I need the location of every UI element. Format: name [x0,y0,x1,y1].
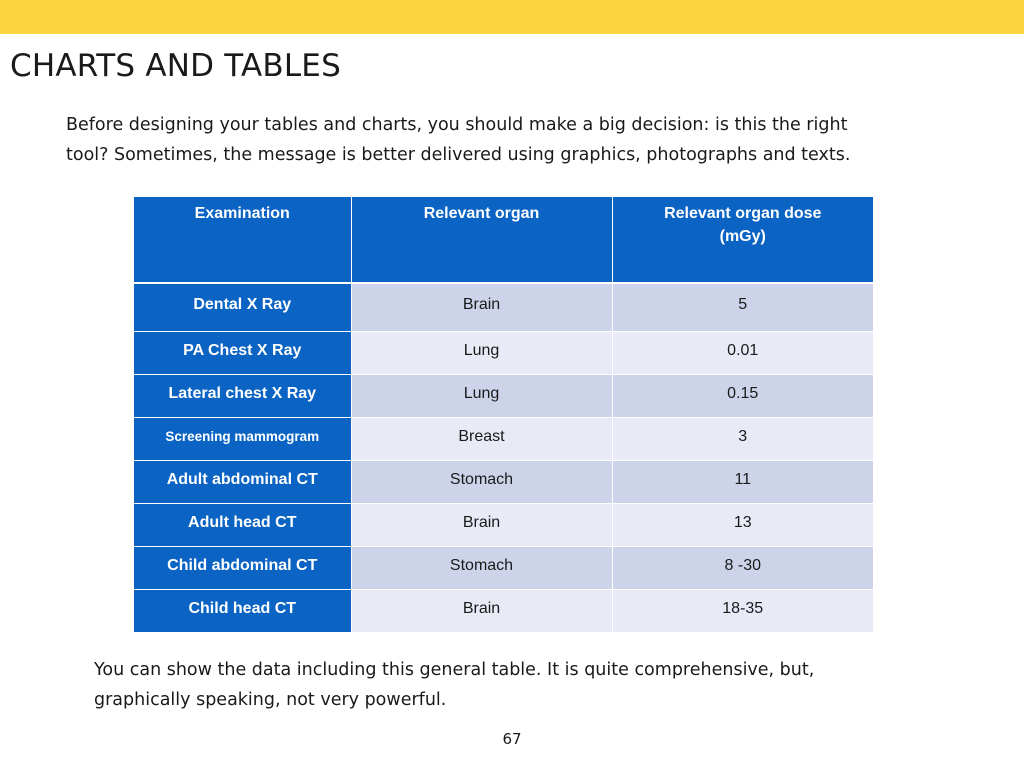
organ-cell: Lung [351,331,612,374]
column-header-examination: Examination [134,197,351,283]
dose-cell: 18-35 [612,589,873,632]
outro-line: You can show the data including this general table. It is quite comprehensive, but, [94,660,815,680]
intro-line: tool? Sometimes, the message is better delivered using graphics, photographs and texts. [66,145,851,165]
column-header-relevant-organ: Relevant organ [351,197,612,283]
exam-cell: Lateral chest X Ray [134,374,351,417]
table-row [134,331,873,374]
exam-cell: Dental X Ray [134,283,351,331]
organ-cell: Brain [351,283,612,331]
outro-paragraph [94,655,974,715]
column-header-organ-dose-line1: Relevant organ dose [664,205,822,222]
organ-cell: Lung [351,374,612,417]
outro-line: graphically speaking, not very powerful. [94,690,447,710]
organ-cell: Stomach [351,460,612,503]
column-header-organ-dose [612,197,873,283]
table-row [134,546,873,589]
dose-cell: 8 -30 [612,546,873,589]
table-row [134,503,873,546]
exam-cell: PA Chest X Ray [134,331,351,374]
intro-line: Before designing your tables and charts, you should make a big decision: is this the right [66,115,848,135]
dose-cell: 0.01 [612,331,873,374]
exam-cell: Adult abdominal CT [134,460,351,503]
table-row [134,589,873,632]
slide-title: CHARTS AND TABLES [10,48,341,84]
organ-cell: Brain [351,503,612,546]
top-accent-band [0,0,1024,34]
organ-cell: Breast [351,417,612,460]
table-row [134,460,873,503]
table-row [134,374,873,417]
table-row [134,283,873,331]
exam-cell: Child head CT [134,589,351,632]
table-header-row [134,197,873,283]
table-row [134,417,873,460]
dose-cell: 13 [612,503,873,546]
organ-cell: Brain [351,589,612,632]
organ-cell: Stomach [351,546,612,589]
exam-cell: Screening mammogram [134,417,351,460]
dose-cell: 0.15 [612,374,873,417]
dose-cell: 11 [612,460,873,503]
dose-cell: 3 [612,417,873,460]
organ-dose-table [134,197,873,633]
column-header-organ-dose-unit: (mGy) [719,228,766,245]
page-number: 67 [502,730,522,748]
exam-cell: Adult head CT [134,503,351,546]
intro-paragraph [66,110,966,170]
dose-cell: 5 [612,283,873,331]
exam-cell: Child abdominal CT [134,546,351,589]
